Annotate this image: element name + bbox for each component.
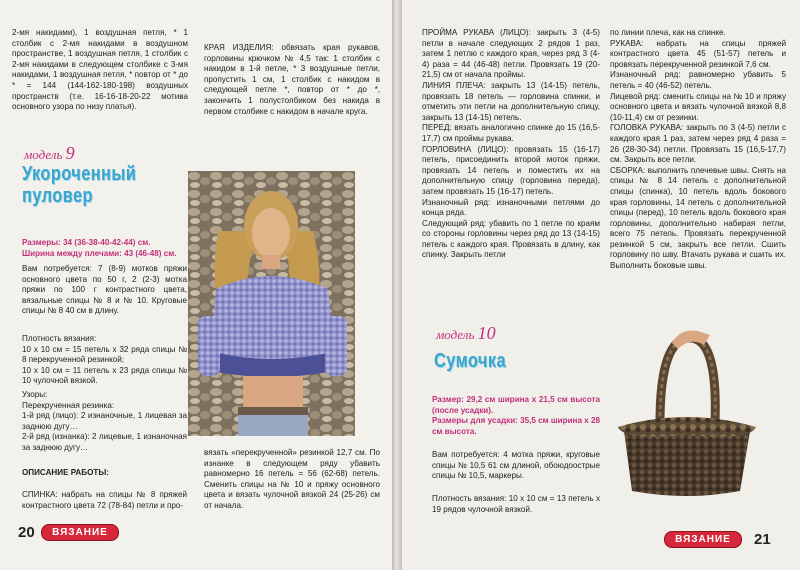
sweater-materials: Вам потребуется: 7 (8-9) мотков пряжи основного цвета по 50 г, 2 (2-3) мотка пряжи по 100 г контрастного цвета, вязальные спицы № 8 и № 10. Круговые спицы № 8 40 см в длину.: [22, 264, 187, 316]
sweater-patterns: Узоры: Перекрученная резинка: 1-й ряд (лицо): 2 изнаночные, 1 лицевая за заднюю дугу… 2-й ряд (изнанка): 2 лицевые, 1 изнаночная за заднюю дугу…: [22, 390, 187, 452]
title-sweater: [22, 163, 186, 207]
sweater-photo: [188, 171, 355, 436]
back-instructions: СПИНКА: набрать на спицы № 8 пряжей контрастного цвета 72 (78-84) петли и про-: [22, 490, 187, 510]
title-line-1: Укороченный: [22, 163, 137, 185]
sweater-sizes: Размеры: 34 (36-38-40-42-44) см. Ширина между плечами: 43 (46-48) см.: [22, 238, 177, 258]
title-line-2: пуловер: [22, 185, 93, 207]
page-number-left: 20: [18, 524, 35, 541]
magazine-logo-left: ВЯЗАНИЕ: [41, 524, 119, 541]
right-col1-text: ПРОЙМА РУКАВА (ЛИЦО): закрыть 3 (4-5) петли в начале следующих 2 рядов 1 раз, затем 1 петлю с каждого края, через ряд 3 (4-4) раза = 44 (46-48) петли. Провязать 19 (20-21,5) см от начала проймы. ЛИНИЯ ПЛЕЧА: закрыть 13 (14-15) петель, провязать 18 петель — горловина спинки, и отметить эти петли на дополнительную спицу, закрыть 13 (14-15) петель. ПЕРЕД: вязать аналогично спинке до 15 (16,5-17,7) см проймы рукава. ГОРЛОВИНА (ЛИЦО): провязать 15 (16-17) петель, присоединить второй моток пряжи, провязать 14 петель и поместить их на дополнительную спицу (горловина переда), затем провязать 15 (16-17) петель. Изнаночный ряд: изнаночными петлями до конца ряда. Следующий ряд: убавить по 1 петле по краям со стороны горловины через ряд до 13 (14-15) петель с каждого края. Провязать в длину, как спинку. Закрыть петли: [422, 28, 600, 260]
sweater-photo-image: [188, 171, 355, 436]
model-number-right: 10: [477, 323, 496, 343]
work-heading: ОПИСАНИЕ РАБОТЫ:: [22, 468, 109, 477]
model-10-label: [436, 323, 496, 344]
right-page: [402, 0, 800, 570]
page-gutter: [392, 0, 402, 570]
right-col2-text: по линии плеча, как на спинке. РУКАВА: набрать на спицы пряжей контрастного цвета 45 (51-57) петель и провязать перекрученной резинкой 7,6 см. Изнаночный ряд: равномерно убавить 5 петель = 40 (46-52) петель. Лицевой ряд: сменить спицы на № 10 и пряжу основного цвета и вязать чулочной вязкой 8,8 (10-11,4) см от резинки. ГОЛОВКА РУКАВА: закрыть по 3 (4-5) петли с каждого края 1 раз, затем через ряд 4 раза = 26 (28-30-34) петли. Провязать 15 (16,5-17,7) см. Закрыть все петли. СБОРКА: выполнить плечевые швы. Снять на спицы № 8 14 петель с дополнительной спицы (спинка), 10 петель вдоль бокового края горловины, 14 петель с дополнительной спицы (перед), 10 петель вдоль бокового края горловины, дополнительно набирая петли, всего 75 петель. Провязать перекрученной резинкой 5 см, закрыть все петли. Сшить горловину по шву. Втачать рукава и сшить их. Выполнить боковые швы.: [610, 28, 786, 271]
model-word-right: модель: [436, 327, 475, 342]
bag-density: Плотность вязания: 10 х 10 см = 13 петель х 19 рядов чулочной вязкой.: [432, 494, 600, 514]
left-col2-text: КРАЯ ИЗДЕЛИЯ: обвязать края рукавов, горловины крючком № 4,5 так: 1 столбик с накидом в 1-й петле, * 3 воздушные петли, пропустить 1 см, 1 столбик с накидом в следующей петле *, повтор от * до *, закончить 1 полустолбиком без накида в первом столбике с накидом в начале круга.: [204, 43, 380, 116]
left-col2-bottom: вязать «перекрученной» резинкой 12,7 см. По изнанке в следующем ряду убавить равномерно 16 петель = 56 (62-68) петель. Сменить спицы на № 10 и пряжу основного цвета и вязать чулочной вязкой 24 (25-26) см от начала.: [204, 448, 380, 510]
bag-sizes: Размер: 29,2 см ширина х 21,5 см высота (после усадки). Размеры для усадки: 35,5 см ширина х 28 см высота.: [432, 395, 600, 436]
page-number-right: 21: [754, 531, 771, 548]
model-9-label: [24, 143, 75, 164]
sweater-density: Плотность вязания: 10 х 10 см = 15 петель х 32 ряда спицы № 8 перекрученной резинкой; 10 х 10 см = 11 петель х 23 ряда спицы № 10 чулочной вязкой.: [22, 334, 187, 386]
magazine-logo-right: ВЯЗАНИЕ: [664, 531, 742, 548]
model-number: 9: [65, 143, 75, 163]
left-page: [0, 0, 392, 570]
title-bag: Сумочка: [434, 350, 506, 372]
model-word: модель: [24, 147, 63, 162]
bag-photo-image: [600, 323, 772, 513]
bag-materials: Вам потребуется: 4 мотка пряжи, круговые спицы № 10,5 61 см длиной, обоюдоострые спицы № 10,5, маркеры.: [432, 450, 600, 481]
bag-photo: [600, 323, 772, 513]
left-col1-text: 2-мя накидами), 1 воздушная петля, * 1 столбик с 2-мя накидами в воздушном пространстве, 1 воздушная петля, 1 столбик с 2-мя накидами в следующем столбике с 3-мя накидами, 1 воздушная петля, * повтор от * до * = 144 (144-162-180-198) воздушных пространств (т.е. 16-16-18-20-22 мотива основного узора по низу платья).: [12, 28, 188, 112]
